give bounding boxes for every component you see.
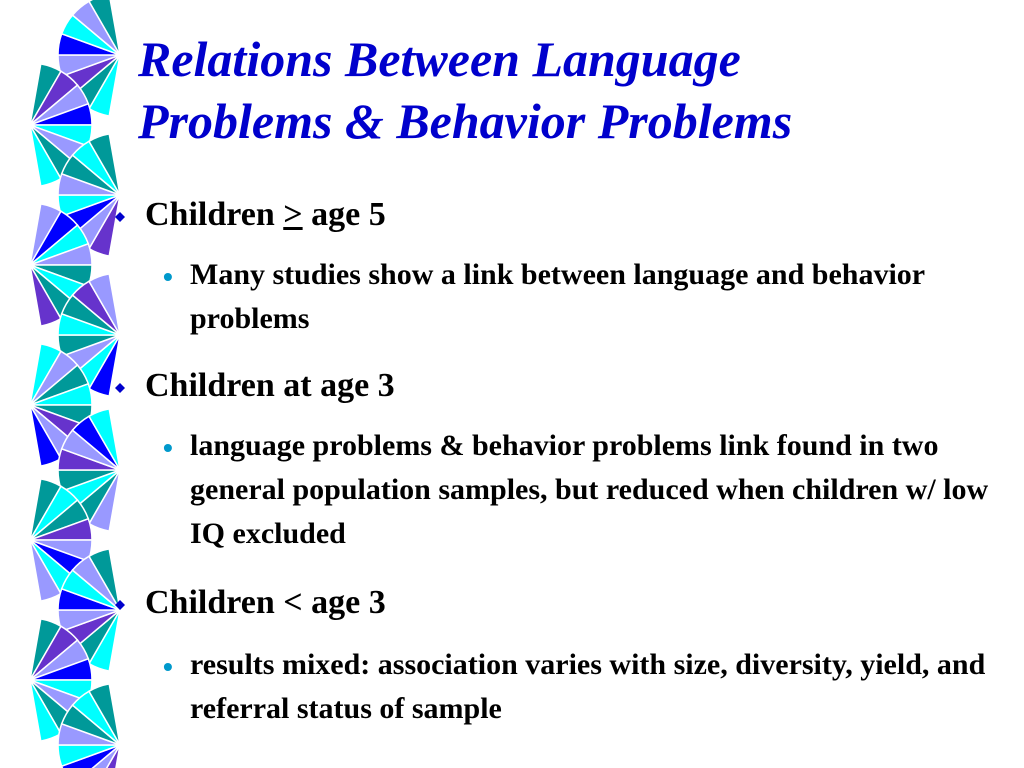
bullet-1-text-post: age 5 [302,196,386,233]
sub-bullet-dot-icon: • [163,651,173,682]
sub-bullet-1-text: Many studies show a link between language and behavior problems [190,258,925,335]
bullet-children-at-3 [145,366,395,406]
sub-bullet-3-text: results mixed: association varies with size, diversity, yield, and referral status of sample [190,648,986,725]
sub-bullet-2-text: language problems & behavior problems link found in two general population samples, but reduced when children w/ low IQ excluded [190,429,989,550]
title-line-2: Problems & Behavior Problems [138,93,793,149]
bullet-2-text: Children at age 3 [145,367,395,404]
sub-bullet-dot-icon: • [163,432,173,463]
sub-bullet-3 [163,643,1015,731]
bullet-1-text-pre: Children [145,196,284,233]
diamond-bullet-icon [115,383,125,393]
sub-bullet-2 [163,424,1015,556]
greater-equal-symbol: > [283,196,303,233]
sub-bullet-dot-icon: • [163,261,173,292]
diamond-bullet-icon [115,600,125,610]
bullet-children-over-5 [145,195,386,235]
title-line-1: Relations Between Language [138,31,741,87]
sub-bullet-1 [163,253,1015,341]
slide-title [138,28,1018,152]
bullet-children-under-3 [145,583,386,623]
diamond-bullet-icon [115,212,125,222]
bullet-3-text: Children < age 3 [145,584,386,621]
